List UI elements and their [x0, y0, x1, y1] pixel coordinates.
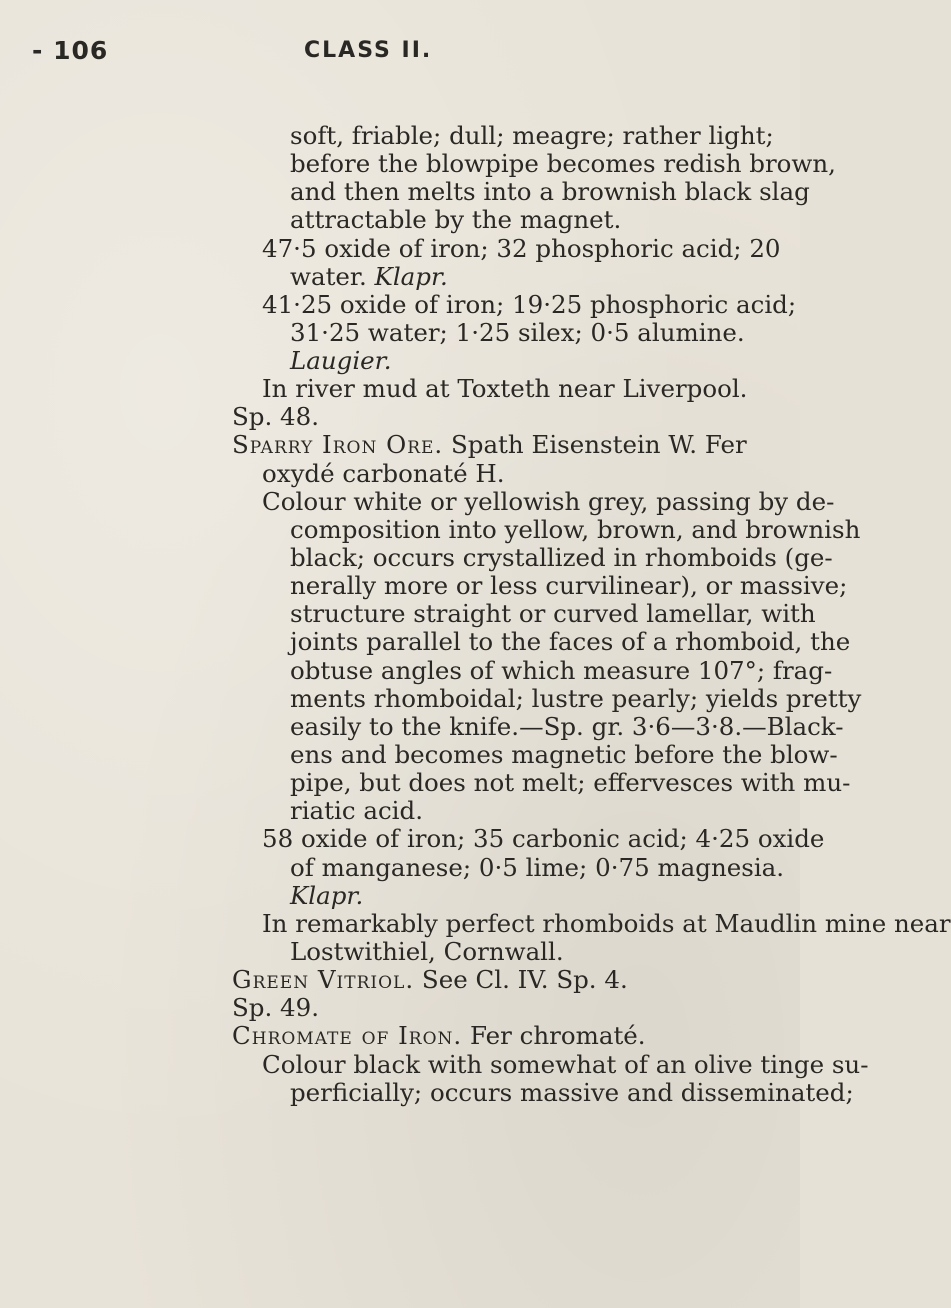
text-line: Sparry Iron Ore. Spath Eisenstein W. Fer: [232, 430, 747, 459]
text-line: pipe, but does not melt; effervesces with mu-: [290, 768, 851, 797]
text-line: 31·25 water; 1·25 silex; 0·5 alumine.: [290, 318, 745, 347]
text-line: water. Klapr.: [290, 262, 448, 291]
text-line: 58 oxide of iron; 35 carbonic acid; 4·25 oxide: [262, 824, 825, 853]
text-line: Lostwithiel, Cornwall.: [290, 937, 564, 966]
species-name: Chromate of Iron.: [232, 1021, 463, 1050]
text-line: and then melts into a brownish black slag: [290, 177, 810, 206]
text-line: attractable by the magnet.: [290, 205, 622, 234]
text-line: Klapr.: [290, 881, 364, 910]
species-name: Sparry Iron Ore.: [232, 430, 444, 459]
page-number: - 106: [32, 36, 109, 65]
running-head: CLASS II.: [304, 38, 433, 63]
text-line: soft, friable; dull; meagre; rather light;: [290, 121, 774, 150]
text-line: 47·5 oxide of iron; 32 phosphoric acid; 20: [262, 234, 781, 263]
text-line: Green Vitriol. See Cl. IV. Sp. 4.: [232, 965, 628, 994]
text-line: ens and becomes magnetic before the blow-: [290, 740, 838, 769]
text-line: obtuse angles of which measure 107°; frag-: [290, 656, 833, 685]
text-line: oxydé carbonaté H.: [262, 459, 505, 488]
text-line: Sp. 49.: [232, 993, 320, 1022]
text-line: In river mud at Toxteth near Liverpool.: [262, 374, 748, 403]
text-line: joints parallel to the faces of a rhomboid, the: [290, 627, 851, 656]
text-line: Laugier.: [290, 346, 392, 375]
text-line: before the blowpipe becomes redish brown,: [290, 149, 836, 178]
text-line: perficially; occurs massive and disseminated;: [290, 1078, 854, 1107]
species-name: Green Vitriol.: [232, 965, 415, 994]
text-line: 41·25 oxide of iron; 19·25 phosphoric acid;: [262, 290, 797, 319]
text-line: easily to the knife.—Sp. gr. 3·6—3·8.—Black-: [290, 712, 844, 741]
text-line: riatic acid.: [290, 796, 423, 825]
text-line: of manganese; 0·5 lime; 0·75 magnesia.: [290, 853, 785, 882]
text-line: black; occurs crystallized in rhomboids (ge-: [290, 543, 833, 572]
page-header: [0, 36, 800, 70]
text-line: Colour black with somewhat of an olive tinge su-: [262, 1050, 869, 1079]
text-line: structure straight or curved lamellar, with: [290, 599, 816, 628]
text-line: Colour white or yellowish grey, passing by de-: [262, 487, 835, 516]
author-name: Klapr.: [374, 262, 448, 291]
text-line: Sp. 48.: [232, 402, 320, 431]
text-line: Chromate of Iron. Fer chromaté.: [232, 1021, 646, 1050]
text-line: composition into yellow, brown, and brownish: [290, 515, 861, 544]
text-line: nerally more or less curvilinear), or massive;: [290, 571, 848, 600]
text-line: In remarkably perfect rhomboids at Maudlin mine near: [262, 909, 951, 938]
text-line: ments rhomboidal; lustre pearly; yields pretty: [290, 684, 862, 713]
